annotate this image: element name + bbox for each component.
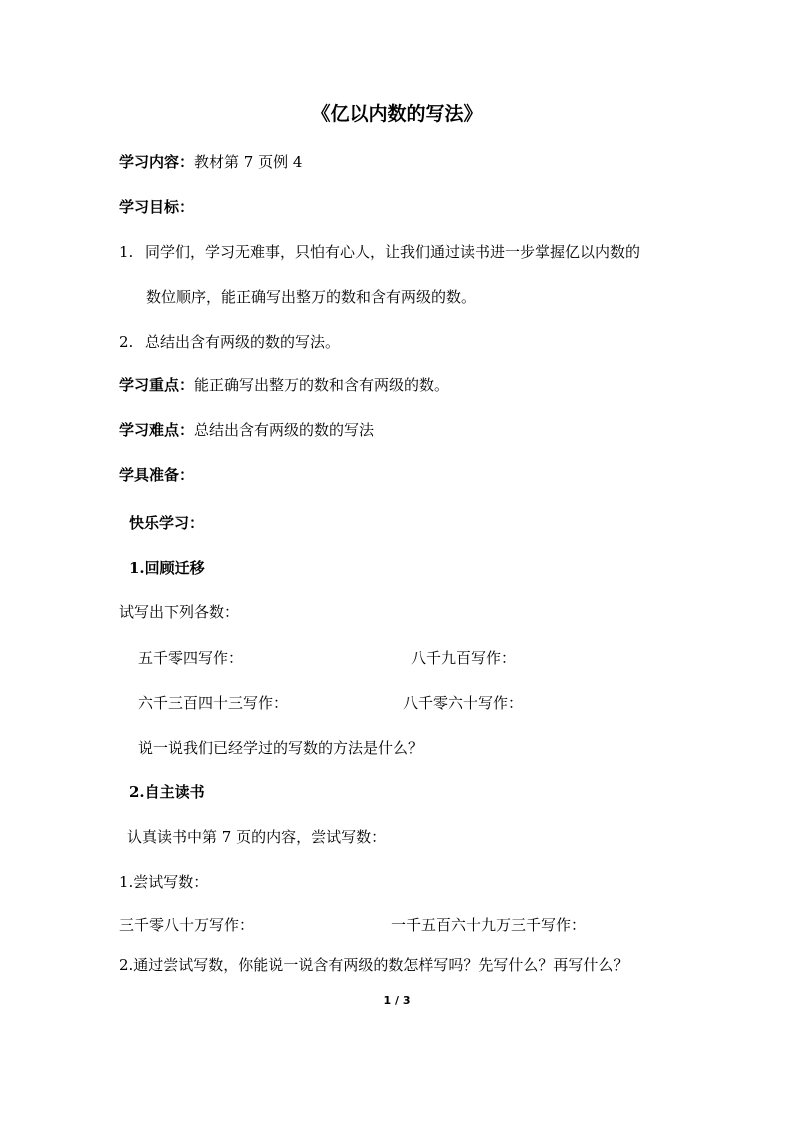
section-2-intro: 认真读书中第 7 页的内容，尝试写数： xyxy=(127,828,387,846)
page-number: 1 / 3 xyxy=(383,994,411,1007)
section-1-question: 说一说我们已经学过的写数的方法是什么？ xyxy=(138,739,424,757)
exercise-6343: 六千三百四十三写作： xyxy=(138,694,289,712)
document-title: 《亿以内数的写法》 xyxy=(311,103,483,125)
key-point-value: 能正确写出整万的数和含有两级的数。 xyxy=(194,376,450,394)
section-1-intro: 试写出下列各数： xyxy=(119,603,240,621)
goal-item-1-number: 1. xyxy=(119,243,134,261)
section-2-heading: 2.自主读书 xyxy=(129,783,205,801)
section-2-sub-1: 1.尝试写数： xyxy=(119,873,209,891)
tools-label: 学具准备： xyxy=(119,466,195,484)
difficulty xyxy=(119,420,374,440)
section-2-sub-2: 2.通过尝试写数，你能说一说含有两级的数怎样写吗？先写什么？再写什么？ xyxy=(119,956,629,974)
exercise-5004: 五千零四写作： xyxy=(138,649,244,667)
key-point-label: 学习重点： xyxy=(119,376,195,394)
key-point xyxy=(119,375,449,395)
difficulty-label: 学习难点： xyxy=(119,421,195,439)
learning-goals-label: 学习目标： xyxy=(119,198,195,216)
learning-content-label: 学习内容： xyxy=(119,153,195,171)
goal-item-2 xyxy=(119,332,340,352)
section-1-heading: 1.回顾迁移 xyxy=(129,559,205,577)
difficulty-value: 总结出含有两级的数的写法 xyxy=(194,421,375,439)
goal-item-2-text: 总结出含有两级的数的写法。 xyxy=(145,333,341,351)
goal-item-2-number: 2. xyxy=(119,333,134,351)
exercise-15693000: 一千五百六十九万三千写作： xyxy=(391,916,587,934)
goal-item-1 xyxy=(119,242,640,262)
learning-content xyxy=(119,152,302,172)
exercise-8900: 八千九百写作： xyxy=(411,649,517,667)
goal-item-1-continuation: 数位顺序，能正确写出整万的数和含有两级的数。 xyxy=(146,288,477,306)
happy-learning-heading: 快乐学习： xyxy=(129,514,205,532)
learning-content-value: 教材第 7 页例 4 xyxy=(194,153,303,171)
goal-item-1-text: 同学们，学习无难事，只怕有心人，让我们通过读书进一步掌握亿以内数的 xyxy=(145,243,641,261)
exercise-30800000: 三千零八十万写作： xyxy=(119,916,255,934)
exercise-8060: 八千零六十写作： xyxy=(403,694,524,712)
